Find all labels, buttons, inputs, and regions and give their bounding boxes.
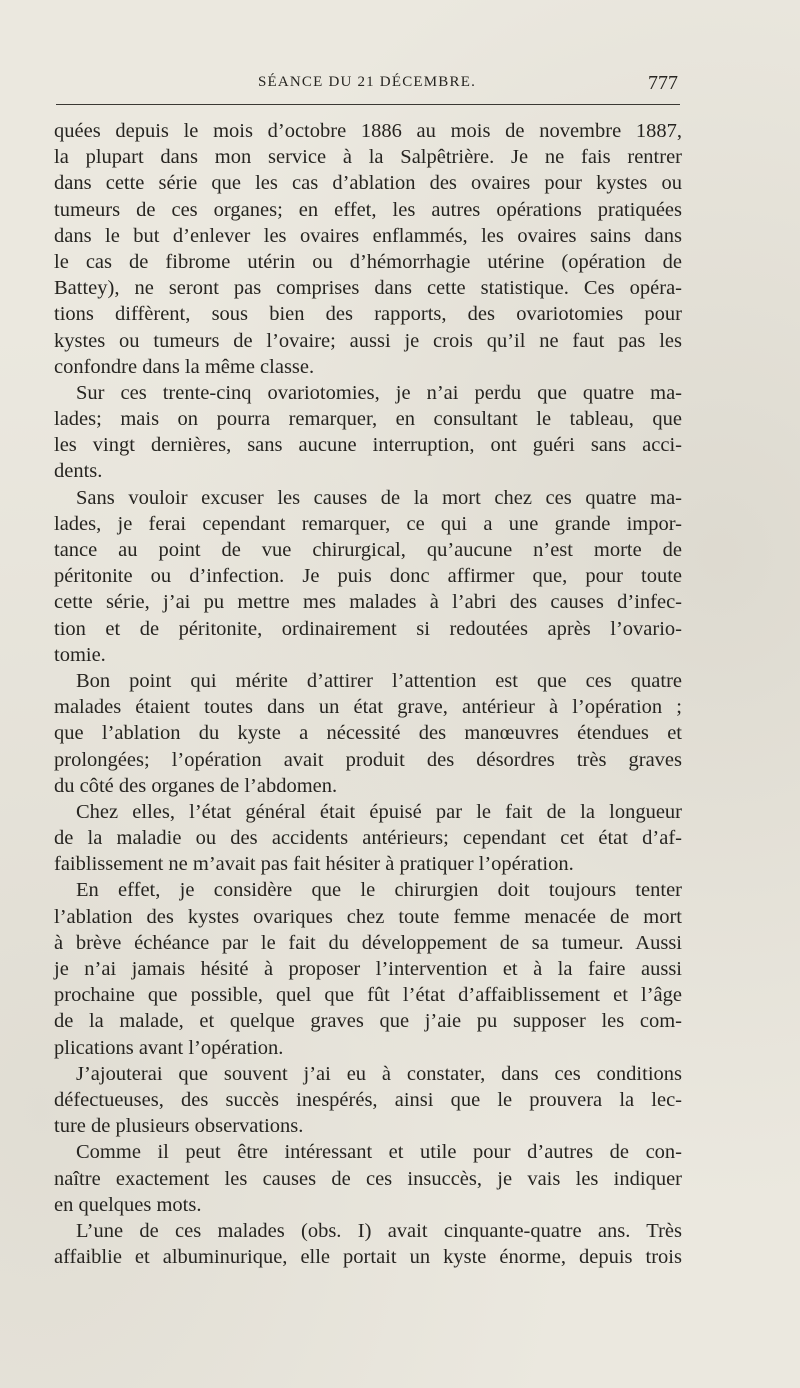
text-line: malades étaient toutes dans un état grave, antérieur à l’opération ; (54, 696, 682, 719)
text-line: je n’ai jamais hésité à proposer l’intervention et à la faire aussi (54, 958, 682, 980)
text-line: à brève échéance par le fait du développement de sa tumeur. Aussi (54, 931, 682, 954)
text-line: affaiblie et albuminurique, elle portait un kyste énorme, depuis trois (54, 1246, 682, 1269)
running-title: SÉANCE DU 21 DÉCEMBRE. (257, 74, 477, 90)
text-line: lades, je ferai cependant remarquer, ce qui a une grande impor- (54, 512, 682, 535)
text-line: le cas de fibrome utérin ou d’hémorrhagie utérine (opération de (54, 250, 682, 273)
text-line: Sur ces trente-cinq ovariotomies, je n’ai perdu que quatre ma- (76, 381, 682, 404)
text-line: Comme il peut être intéressant et utile pour d’autres de con- (76, 1141, 682, 1164)
text-line: tumeurs de ces organes; en effet, les autres opérations pratiquées (54, 198, 682, 221)
text-line: tance au point de vue chirurgical, qu’aucune n’est morte de (54, 539, 682, 561)
text-line: Sans vouloir excuser les causes de la mort chez ces quatre ma- (76, 486, 682, 509)
text-line: dans cette série que les cas d’ablation des ovaires pour kystes ou (54, 172, 682, 195)
text-line: tion et de péritonite, ordinairement si redoutées après l’ovario- (54, 617, 682, 640)
text-line: les vingt dernières, sans aucune interruption, ont guéri sans acci- (54, 434, 682, 457)
text-line: en quelques mots. (54, 1193, 202, 1216)
text-line: de la malade, et quelque graves que j’aie pu supposer les com- (54, 1010, 682, 1033)
text-line: L’une de ces malades (obs. I) avait cinquante-quatre ans. Très (76, 1219, 682, 1242)
page-number: 777 (648, 72, 678, 94)
text-line: péritonite ou d’infection. Je puis donc affirmer que, pour toute (54, 565, 682, 588)
text-line: J’ajouterai que souvent j’ai eu à constater, dans ces conditions (76, 1062, 682, 1085)
text-line: kystes ou tumeurs de l’ovaire; aussi je crois qu’il ne faut pas les (54, 329, 682, 352)
text-line: tions diffèrent, sous bien des rapports, des ovariotomies pour (54, 303, 682, 326)
text-line: ture de plusieurs observations. (54, 1115, 304, 1138)
text-line: faiblissement ne m’avait pas fait hésiter à pratiquer l’opération. (54, 853, 574, 876)
text-line: la plupart dans mon service à la Salpêtrière. Je ne fais rentrer (54, 146, 682, 169)
text-line: lades; mais on pourra remarquer, en consultant le tableau, que (54, 408, 682, 431)
text-line: que l’ablation du kyste a nécessité des manœuvres étendues et (54, 722, 682, 745)
text-line: prolongées; l’opération avait produit des désordres très graves (54, 748, 682, 771)
text-line: Chez elles, l’état général était épuisé par le fait de la longueur (76, 800, 682, 823)
text-line: dans le but d’enlever les ovaires enflammés, les ovaires sains dans (54, 224, 682, 247)
page-header (54, 72, 680, 102)
text-line: l’ablation des kystes ovariques chez toute femme menacée de mort (54, 905, 682, 928)
text-line: Battey), ne seront pas comprises dans cette statistique. Ces opéra- (54, 277, 682, 300)
text-line: cette série, j’ai pu mettre mes malades à l’abri des causes d’infec- (54, 591, 682, 614)
text-line: prochaine que possible, quel que fût l’état d’affaiblissement et l’âge (54, 984, 682, 1007)
text-line: confondre dans la même classe. (54, 355, 315, 378)
text-line: quées depuis le mois d’octobre 1886 au mois de novembre 1887, (54, 120, 682, 142)
text-line: naître exactement les causes de ces insuccès, je vais les indiquer (54, 1167, 682, 1190)
text-line: défectueuses, des succès inespérés, ainsi que le prouvera la lec- (54, 1088, 682, 1111)
text-line: du côté des organes de l’abdomen. (54, 774, 338, 797)
text-line: tomie. (54, 643, 106, 666)
text-line: Bon point qui mérite d’attirer l’attention est que ces quatre (76, 669, 682, 692)
text-line: dents. (54, 460, 103, 483)
header-rule (56, 104, 680, 105)
text-line: de la maladie ou des accidents antérieurs; cependant cet état d’af- (54, 827, 682, 850)
body-text (54, 118, 682, 1270)
text-line: plications avant l’opération. (54, 1036, 284, 1059)
text-line: En effet, je considère que le chirurgien doit toujours tenter (76, 879, 682, 902)
